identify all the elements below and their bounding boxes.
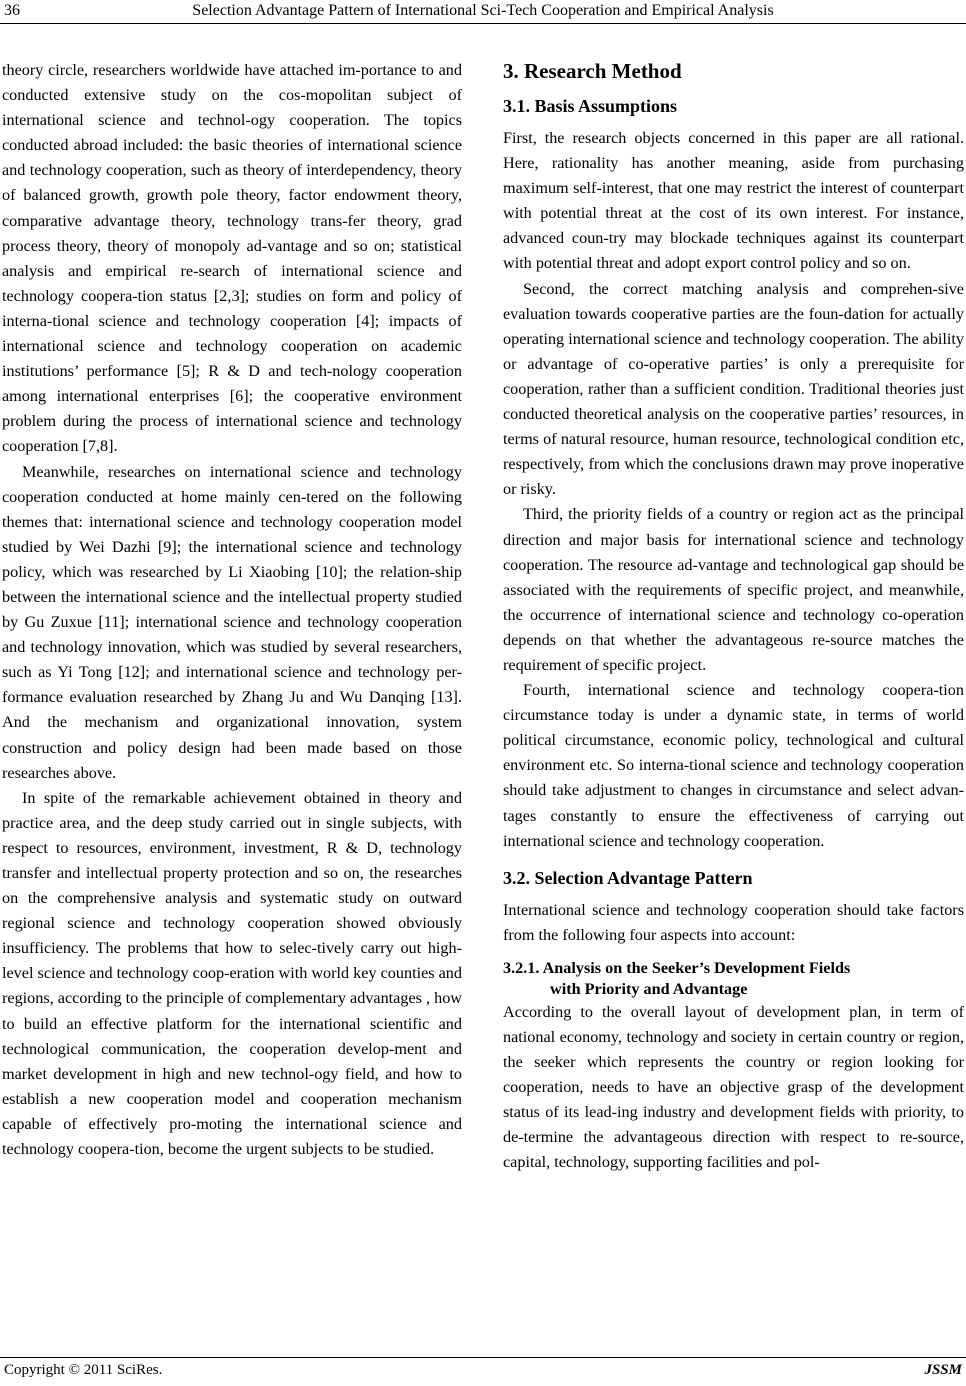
subsubsection-heading-line: with Priority and Advantage [550, 979, 748, 998]
body-paragraph: First, the research objects concerned in this paper are all rational. Here, rationality has another meaning, aside from purchasing maximum self-interest, that one may restrict the interest of counterpart with potential threat at the cost of its own interest. For instance, advanced coun-try may blockade techniques against its counterpart with potential threat and adopt export control policy and so on. [503, 129, 964, 273]
subsection-heading: 3.1. Basis Assumptions [503, 96, 678, 116]
subsubsection-heading-line: 3.2.1. Analysis on the Seeker’s Development Fields [503, 958, 851, 977]
page-number: 36 [4, 2, 20, 19]
right-column [503, 58, 964, 1176]
body-paragraph: Second, the correct matching analysis and comprehen-sive evaluation towards cooperative parties are the foun-dation for actually operating international science and technology cooperation. The ability or advantage of co-operative parties’ is only a prerequisite for cooperation, rather than a sufficient condition. Traditional theories just conducted theoretical analysis on the cooperative parties’ resources, in terms of natural resource, human resource, technological condition etc, respectively, from which the conclusions drawn may prove inoperative or risky. [503, 279, 964, 499]
body-paragraph: According to the overall layout of development plan, in term of national economy, technology and society in certain country or region, the seeker which represents the country or region looking for cooperation, needs to have an objective grasp of the development status of its lead-ing industry and development fields with priority, to de-termine the advantageous direction with respect to re-source, capital, technology, supporting facilities and pol- [503, 1002, 964, 1172]
section-heading: 3. Research Method [503, 59, 682, 83]
journal-abbreviation: JSSM [924, 1362, 962, 1378]
subsubsection-heading [503, 958, 964, 1000]
running-title: Selection Advantage Pattern of International Sci-Tech Cooperation and Empirical Analysis [192, 2, 774, 19]
copyright-notice: Copyright © 2011 SciRes. [4, 1362, 163, 1378]
body-paragraph: theory circle, researchers worldwide have attached im-portance to and conducted extensive study on the cos-mopolitan subject of international science and technol-ogy cooperation. The topics conducted abroad included: the basic theories of international science and technology cooperation, such as theory of interdependency, theory of balanced growth, growth pole theory, factor endowment theory, comparative advantage theory, technology trans-fer theory, grad process theory, theory of monopoly ad-vantage and so on; statistical analysis and empirical re-search of international science and technology coopera-tion status [2,3]; studies on form and policy of interna-tional science and technology cooperation [4]; impacts of international science and technology cooperation on academic institutions’ performance [5]; R & D and tech-nology cooperation among international enterprises [6]; the cooperative environment problem during the process of international science and technology cooperation [7,8]. [2, 61, 462, 456]
body-paragraph: Fourth, international science and technology coopera-tion circumstance today is under a dynamic state, in terms of world political circumstance, economic policy, technological and cultural environment etc. So interna-tional science and technology cooperation should take adjustment to changes in circumstance and select advan-tages constantly to ensure the effectiveness of carrying out international science and technology cooperation. [503, 681, 964, 850]
left-column [2, 58, 462, 1162]
header-rule [0, 23, 966, 24]
body-paragraph: Third, the priority fields of a country or region act as the principal direction and major basis for international science and technology cooperation. The resource ad-vantage and technological gap should be associated with the requirements of specific project, and meanwhile, the occurrence of international science and technology co-operation depends on that whether the advantageous re-source matches the requirement of specific project. [503, 505, 964, 674]
body-paragraph: International science and technology cooperation should take factors from the following four aspects into account: [503, 900, 964, 944]
subsection-heading: 3.2. Selection Advantage Pattern [503, 867, 753, 888]
body-paragraph: Meanwhile, researches on international science and technology cooperation conducted at home mainly cen-tered on the following themes that: international science and technology cooperation model studied by Wei Dazhi [9]; the international science and technology policy, which was researched by Li Xiaobing [10]; the relation-ship between the international science and the intellectual property studied by Gu Zuxue [11]; international science and technology cooperation and technology innovation, which was studied by several researchers, such as Yi Tong [12]; and international science and technology per-formance evaluation researched by Zhang Ju and Wu Danqing [13]. And the mechanism and organizational innovation, system construction and policy design had been made based on those researches above. [2, 462, 462, 782]
body-paragraph: In spite of the remarkable achievement obtained in theory and practice area, and the deep study carried out in single subjects, with respect to resources, environment, investment, R & D, technology transfer and intellectual property protection and so on, the researches on the comprehensive analysis and systematic study on outward regional science and technology cooperation showed obviously insufficiency. The problems that how to selec-tively carry out high-level science and technology coop-eration with world key counties and regions, according to the principle of complementary advantages , how to build an effective platform for the international scientific and technological communication, the cooperation develop-ment and market development in high and new technol-ogy field, and how to establish a new cooperation model and cooperation mechanism capable of effectively pro-moting the international science and technology coopera-tion, become the urgent subjects to be studied. [2, 788, 462, 1159]
footer-rule [0, 1357, 966, 1358]
